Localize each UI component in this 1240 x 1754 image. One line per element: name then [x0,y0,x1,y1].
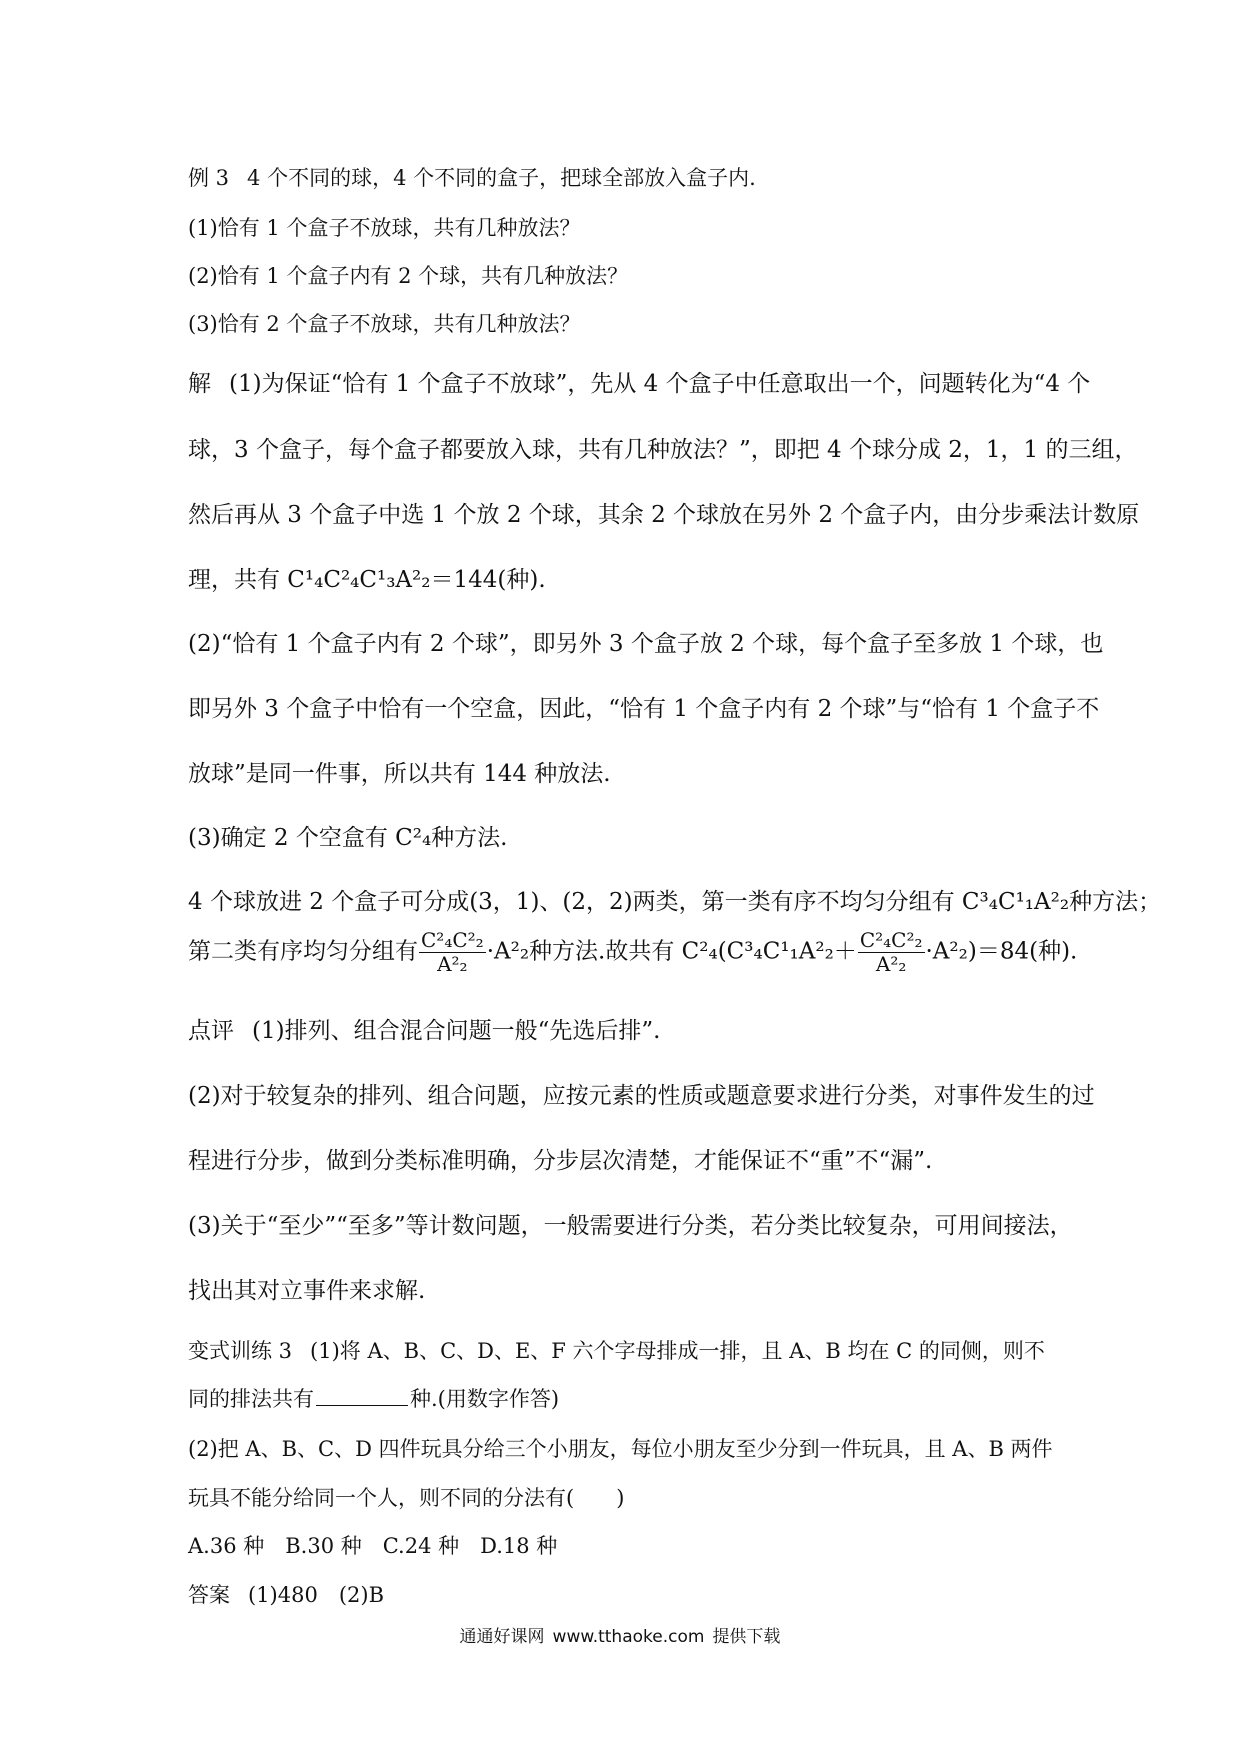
solution-line-5: (2)“恰有 1 个盒子内有 2 个球”，即另外 3 个盒子放 2 个球，每个盒子至多放 1 个球，也 [188,631,1104,657]
comment-line-5: 找出其对立事件来求解. [188,1278,426,1304]
solution-line-10: 第二类有序均匀分组有 $\frac{\text{C²₄C²₂}}{\text{A²₂}}$ ·A²₂种方法.故共有 C²₄(C³₄C¹₁A²₂＋ $\frac{\text{C²₄C²₂}}{\text{A²₂}}$ ·A²₂)＝84(种). [188,928,1078,976]
solution-line-9: 4 个球放进 2 个盒子可分成(3，1)、(2，2)两类，第一类有序不均匀分组有 C³₄C¹₁A²₂种方法； [188,889,1162,915]
answer-blank[interactable] [316,1387,408,1406]
page-footer [0,1622,1240,1647]
example-heading [188,162,756,192]
solution-line-6: 即另外 3 个盒子中恰有一个空盒，因此，“恰有 1 个盒子内有 2 个球”与“恰有 1 个盒子不 [188,696,1100,722]
footer-site: 通通好课网 [459,1627,545,1647]
exercise-line-4: 玩具不能分给同一个人，则不同的分法有( ) [188,1486,625,1510]
solution-label: 解 [188,371,211,397]
exercise-line-2: 同的排法共有 种.(用数字作答) [188,1387,560,1411]
example-text: 4 个不同的球，4 个不同的盒子，把球全部放入盒子内. [247,166,756,190]
exercise-options: A.36 种 B.30 种 C.24 种 D.18 种 [188,1534,558,1558]
footer-note: 提供下载 [712,1627,781,1647]
answer-text: (1)480 (2)B [248,1583,385,1607]
exercise-label: 变式训练 3 [188,1339,293,1363]
solution-line-4: 理，共有 C¹₄C²₄C¹₃A²₂＝144(种). [188,567,546,593]
answer-label: 答案 [188,1583,230,1607]
solution-line-7: 放球”是同一件事，所以共有 144 种放法. [188,761,611,787]
exercise-line-3: (2)把 A、B、C、D 四件玩具分给三个小朋友，每位小朋友至少分到一件玩具，且 A、B 两件 [188,1437,1053,1461]
fraction-2: $\frac{\text{C²₄C²₂}}{\text{A²₂}}$ [859,928,923,976]
question-2: (2)恰有 1 个盒子内有 2 个球，共有几种放法？ [188,264,629,288]
comment-label: 点评 [188,1018,234,1044]
comment-line-3: 程进行分步，做到分类标准明确，分步层次清楚，才能保证不“重”不“漏”. [188,1148,933,1174]
question-1: (1)恰有 1 个盒子不放球，共有几种放法？ [188,216,581,240]
comment-line-2: (2)对于较复杂的排列、组合问题，应按元素的性质或题意要求进行分类，对事件发生的过 [188,1083,1095,1109]
question-3: (3)恰有 2 个盒子不放球，共有几种放法？ [188,312,581,336]
fraction-1: $\frac{\text{C²₄C²₂}}{\text{A²₂}}$ [421,928,484,976]
answer-line [188,1579,384,1609]
footer-url[interactable]: www.tthaoke.com [552,1627,705,1647]
solution-line-2: 球，3 个盒子，每个盒子都要放入球，共有几种放法？”，即把 4 个球分成 2，1，1 的三组， [188,437,1138,463]
example-label: 例 3 [188,166,230,190]
comment-line-1: 点评 (1)排列、组合混合问题一般“先选后排”. [188,1018,661,1044]
exercise-line-1: 变式训练 3 (1)将 A、B、C、D、E、F 六个字母排成一排，且 A、B 均在 C 的同侧，则不 [188,1339,1045,1363]
solution-line-8: (3)确定 2 个空盒有 C²₄种方法. [188,825,508,851]
solution-line-1: 解 (1)为保证“恰有 1 个盒子不放球”，先从 4 个盒子中任意取出一个，问题转化为“4 个 [188,371,1091,397]
solution-line-3: 然后再从 3 个盒子中选 1 个放 2 个球，其余 2 个球放在另外 2 个盒子内，由分步乘法计数原 [188,502,1140,528]
comment-line-4: (3)关于“至少”“至多”等计数问题，一般需要进行分类，若分类比较复杂，可用间接法， [188,1213,1073,1239]
